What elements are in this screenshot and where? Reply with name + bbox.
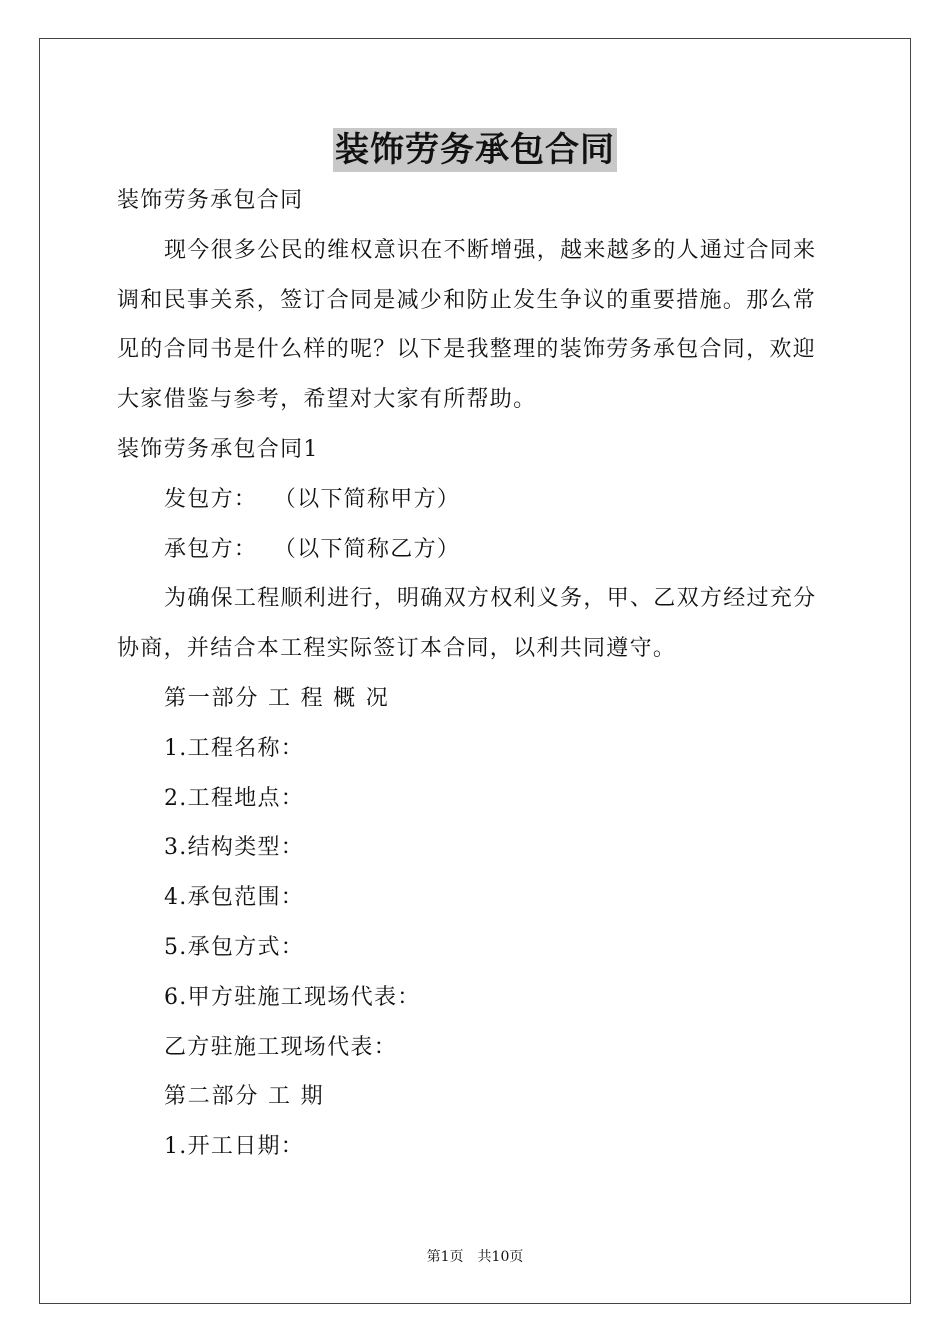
party-b-rep-line: 乙方驻施工现场代表： bbox=[164, 1034, 398, 1060]
item-contract-method: 5.承包方式： bbox=[164, 934, 305, 960]
page-footer bbox=[0, 1247, 950, 1267]
part-one-heading: 第一部分 工 程 概 况 bbox=[164, 685, 390, 711]
item-party-a-rep: 6.甲方驻施工现场代表： bbox=[164, 984, 421, 1010]
part-two-heading: 第二部分 工 期 bbox=[164, 1084, 325, 1110]
page-number: 第1页 bbox=[426, 1249, 464, 1265]
item-project-name: 1.工程名称： bbox=[164, 735, 305, 761]
party-a-line: 发包方： （以下简称甲方） bbox=[164, 486, 461, 512]
party-b-line: 承包方： （以下简称乙方） bbox=[164, 536, 461, 562]
intro-paragraph: 现今很多公民的维权意识在不断增强，越来越多的人通过合同来调和民事关系，签订合同是减少和防止发生争议的重要措施。那么常见的合同书是什么样的呢？以下是我整理的装饰劳务承包合同，欢迎大家借鉴与参考，希望对大家有所帮助。 bbox=[117, 237, 817, 413]
document-title bbox=[0, 128, 950, 172]
purpose-paragraph: 为确保工程顺利进行，明确双方权利义务，甲、乙双方经过充分协商，并结合本工程实际签订本合同，以利共同遵守。 bbox=[117, 586, 817, 662]
document-subtitle: 装饰劳务承包合同 bbox=[117, 188, 304, 213]
item-structure-type: 3.结构类型： bbox=[164, 835, 305, 861]
section-title: 装饰劳务承包合同1 bbox=[117, 436, 319, 462]
page-total: 共10页 bbox=[477, 1249, 524, 1265]
item-project-location: 2.工程地点： bbox=[164, 785, 305, 811]
document-title-text: 装饰劳务承包合同 bbox=[335, 130, 615, 170]
start-date-line: 1.开工日期： bbox=[164, 1134, 305, 1160]
document-body bbox=[117, 176, 839, 1172]
item-contract-scope: 4.承包范围： bbox=[164, 885, 305, 911]
